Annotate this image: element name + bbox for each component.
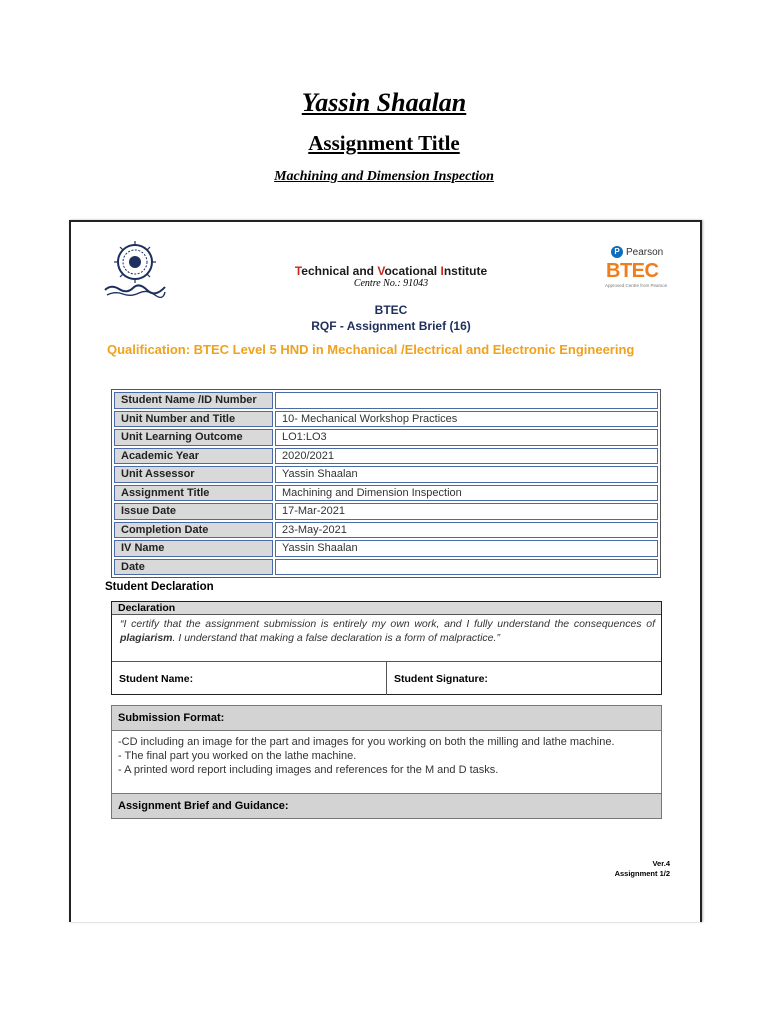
brief-guidance-heading: Assignment Brief and Guidance: [112, 794, 661, 818]
info-label: Academic Year [114, 448, 273, 465]
cover-subtitle: Machining and Dimension Inspection [274, 169, 494, 184]
page-label: Assignment 1/2 [614, 869, 670, 878]
student-declaration-title: Student Declaration [105, 581, 214, 593]
declaration-heading: Declaration [112, 602, 661, 615]
pearson-p-icon: P [611, 246, 623, 258]
btec-tagline: Approved Centre from Pearson [605, 283, 668, 288]
student-signature-field[interactable]: Student Signature: [386, 662, 661, 695]
qualification-title: Qualification: BTEC Level 5 HND in Mechanical /Electrical and Electronic Engineering [107, 342, 635, 357]
btec-logo: BTEC [606, 260, 659, 282]
info-value: Machining and Dimension Inspection [275, 485, 658, 502]
info-row [114, 448, 658, 465]
info-label: Student Name /ID Number [114, 392, 273, 409]
info-label: Date [114, 559, 273, 576]
assignment-info-table [111, 389, 661, 578]
info-value: 2020/2021 [275, 448, 658, 465]
declaration-box [111, 601, 662, 695]
submission-line: - A printed word report including images and references for the M and D tasks. [118, 764, 499, 776]
submission-line: - The final part you worked on the lathe machine. [118, 750, 357, 762]
version-label: Ver.4 [652, 859, 670, 868]
info-value: Yassin Shaalan [275, 466, 658, 483]
info-row [114, 559, 658, 576]
info-label: Completion Date [114, 522, 273, 539]
info-label: IV Name [114, 540, 273, 557]
brief-heading [231, 302, 551, 334]
brief-heading-line1: BTEC [374, 303, 408, 317]
info-label: Unit Number and Title [114, 411, 273, 428]
info-row [114, 429, 658, 446]
info-row [114, 540, 658, 557]
info-row [114, 522, 658, 539]
info-row [114, 392, 658, 409]
info-value: 17-Mar-2021 [275, 503, 658, 520]
assignment-brief-sheet [69, 220, 702, 922]
info-value [275, 559, 658, 576]
cover-author: Yassin Shaalan [301, 88, 467, 117]
info-label: Assignment Title [114, 485, 273, 502]
student-name-field[interactable]: Student Name: [119, 672, 194, 685]
info-label: Issue Date [114, 503, 273, 520]
institute-name: Technical and Vocational Institute [294, 264, 488, 278]
submission-format-heading: Submission Format: [112, 706, 661, 731]
info-row [114, 466, 658, 483]
info-value: 23-May-2021 [275, 522, 658, 539]
pearson-label: Pearson [626, 246, 664, 258]
page-footer [615, 859, 670, 879]
signature-row [112, 662, 661, 695]
info-value: 10- Mechanical Workshop Practices [275, 411, 658, 428]
info-label: Unit Assessor [114, 466, 273, 483]
info-value: LO1:LO3 [275, 429, 658, 446]
brief-heading-line2: RQF - Assignment Brief (16) [311, 319, 471, 333]
info-row [114, 411, 658, 428]
info-value [275, 392, 658, 409]
submission-format-body [112, 731, 661, 794]
info-row [114, 503, 658, 520]
submission-box [111, 705, 662, 819]
pearson-logo [611, 246, 663, 258]
declaration-text: “I certify that the assignment submission is entirely my own work, and I fully understand the consequences of plagiarism. I understand that making a false declaration is a form of malpractice.” [112, 615, 661, 662]
institute-seal-logo [101, 240, 169, 298]
info-label: Unit Learning Outcome [114, 429, 273, 446]
centre-number: Centre No.: 91043 [353, 278, 429, 289]
submission-line: -CD including an image for the part and images for you working on both the milling and lathe machine. [118, 736, 615, 748]
info-row [114, 485, 658, 502]
info-value: Yassin Shaalan [275, 540, 658, 557]
cover-title: Assignment Title [308, 131, 460, 155]
